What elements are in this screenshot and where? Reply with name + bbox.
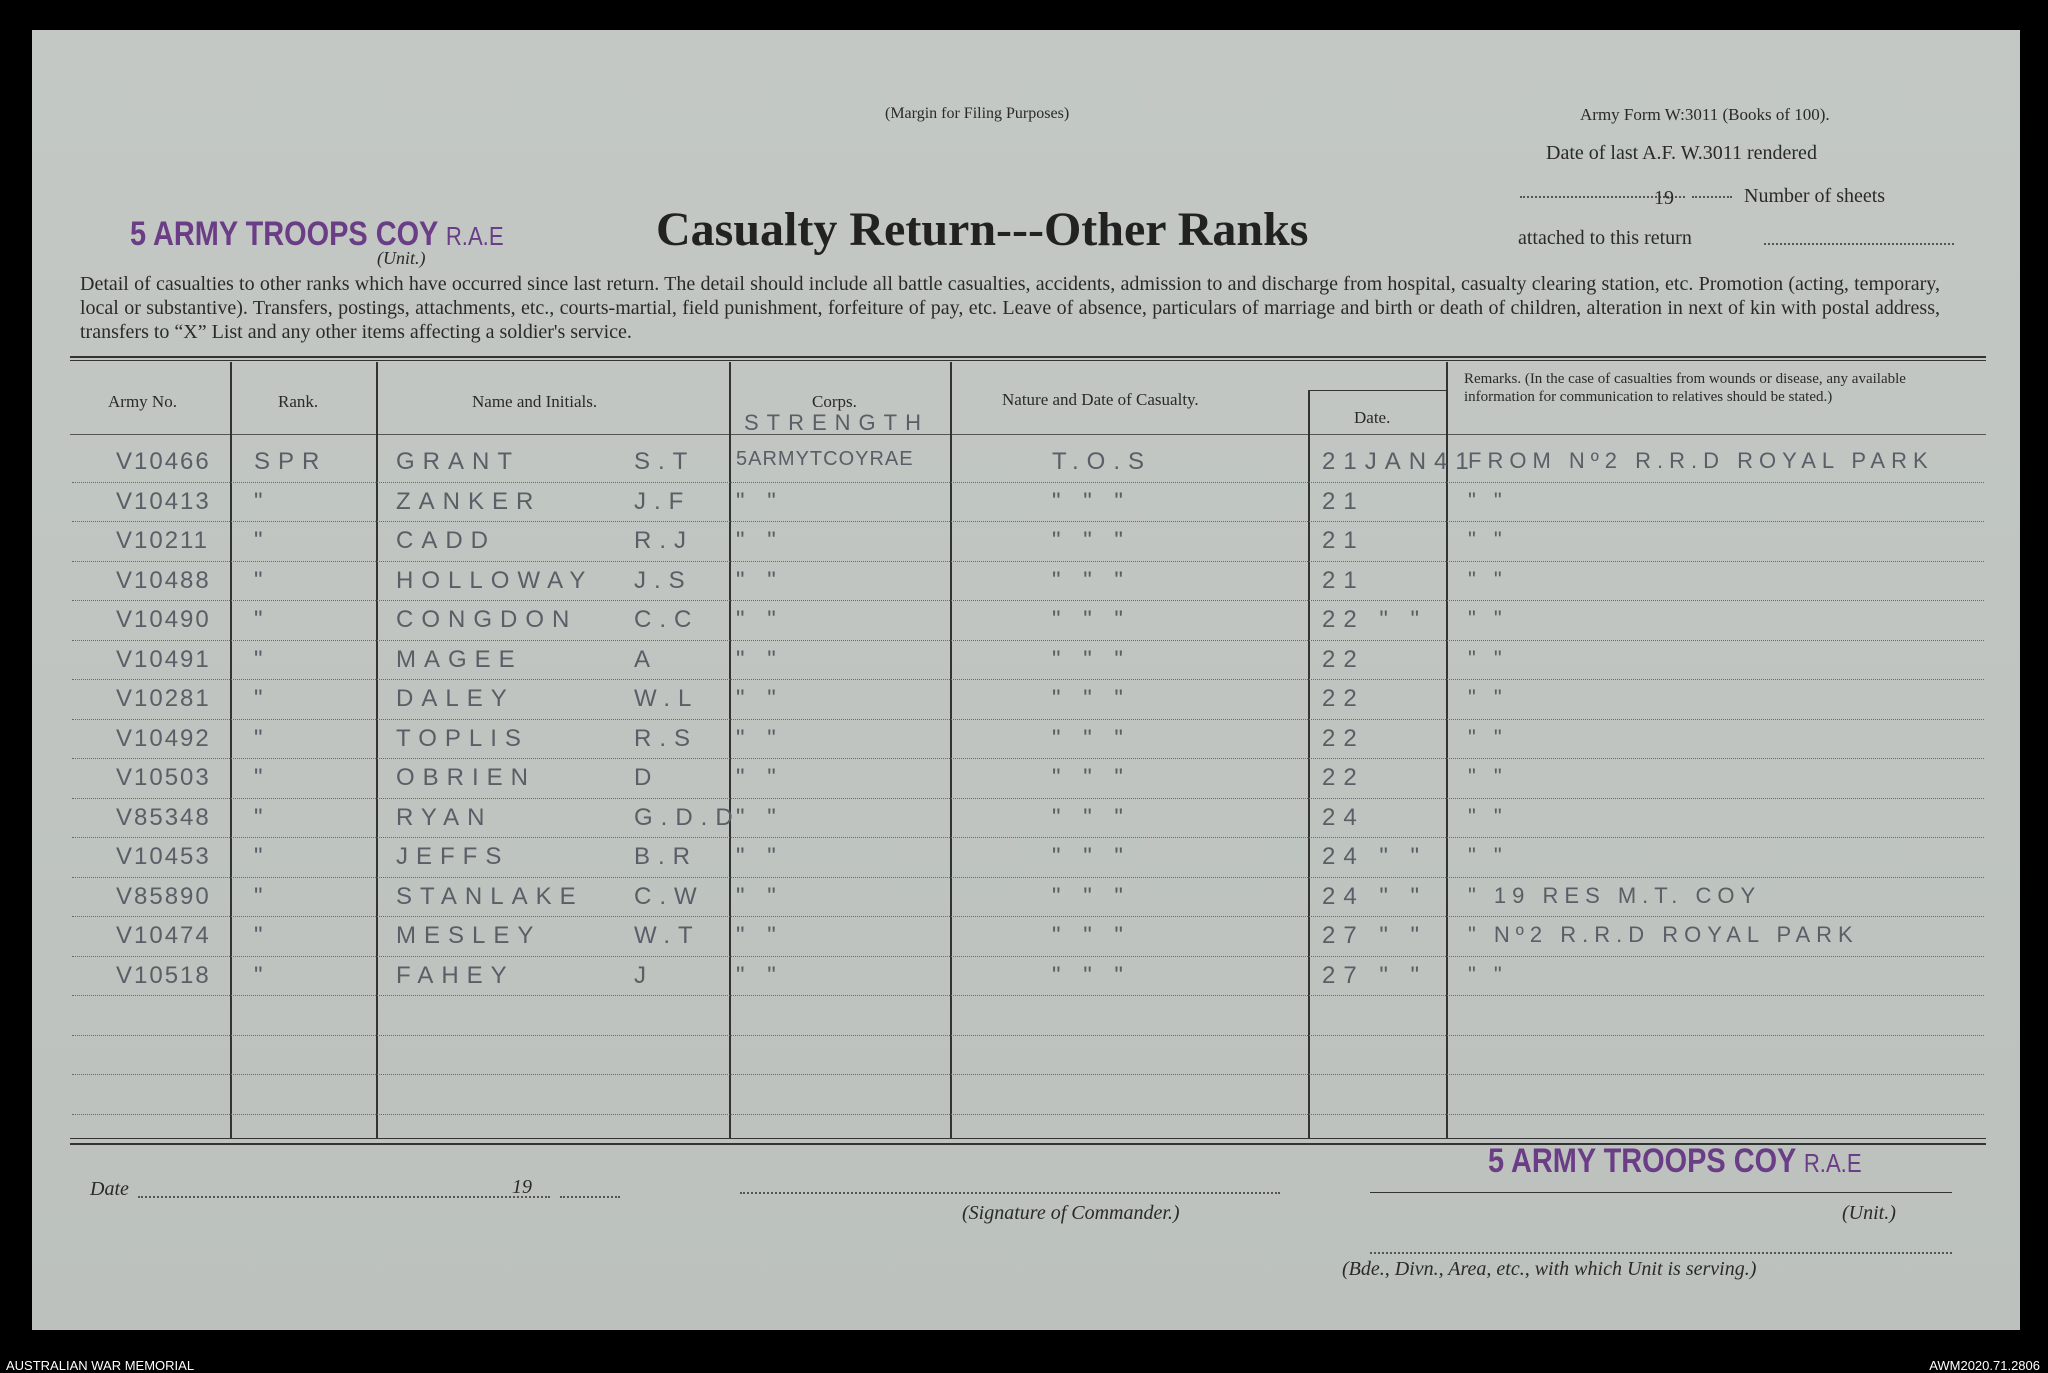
date-last-label: Date of last A.F. W.3011 rendered [1546,142,1817,164]
cell-nature: " " " [1052,645,1131,673]
row-rule [72,1074,1984,1075]
row-rule [72,482,1984,483]
cell-date: 24 [1322,803,1365,831]
cell-remarks: " " [1468,527,1508,552]
cell-rank: " [254,882,271,910]
cell-army-no: V10281 [116,685,211,712]
cell-date: 24 " " [1322,882,1428,910]
cell-date: 21 [1322,566,1365,594]
row-rule [72,995,1984,996]
cell-army-no: V10453 [116,843,211,870]
cell-name: GRANT [396,448,520,475]
cell-name: MAGEE [396,645,523,673]
cell-nature: " " " [1052,764,1131,791]
cell-init: J [634,961,654,989]
signature-label: (Signature of Commander.) [962,1202,1180,1224]
cell-date: 21 [1322,527,1365,554]
col-date: Date. [1354,408,1391,427]
cell-name: MESLEY [396,922,542,949]
row-rule [72,561,1984,562]
cell-init: S.T [634,448,696,475]
detail-paragraph: Detail of casualties to other ranks which have occurred since last return. The detail should include all battle casualties, accidents, admission to and discharge from hospital, casualty clearing station, etc. Promotion (acting, temporary, local or substantive). Transfers, postings, attachments, etc., courts-martial, field punishment, forfeiture of pay, etc. Leave of absence, particulars of marriage and birth or death of children, alteration in next of kin with postal address, transfers to “X” List and any other items affecting a soldier's service. [80,273,1940,343]
cell-remarks: " 19 RES M.T. COY [1468,882,1762,908]
cell-remarks: " " [1468,685,1508,710]
cell-army-no: V10211 [116,527,209,554]
cell-date: 21 [1322,487,1365,515]
army-form-label: Army Form W:3011 (Books of 100). [1580,105,1830,124]
cell-init: J.F [634,487,692,515]
number-sheets-label: Number of sheets [1744,185,1886,207]
cell-remarks: " " [1468,764,1508,789]
cell-remarks: " " [1468,724,1508,750]
row-rule [72,758,1984,759]
cell-army-no: V10491 [116,645,211,673]
row-rule [72,877,1984,878]
page-title: Casualty Return---Other Ranks [656,203,1309,256]
cell-corps: 5ARMYTCOYRAE [736,448,914,470]
cell-army-no: V10413 [116,487,211,515]
cell-name: CADD [396,527,497,554]
cell-corps: " " [736,764,784,791]
row-rule [72,521,1984,522]
footer-unit-stamp: 5 ARMY TROOPS COY R.A.E [1488,1142,1862,1180]
caption-right: AWM2020.71.2806 [1929,1358,2040,1373]
footer-unit-label: (Unit.) [1842,1202,1896,1224]
cell-nature: " " " [1052,487,1131,515]
cell-name: DALEY [396,685,515,712]
col-rank: Rank. [278,392,319,411]
cell-init: A [634,645,659,673]
cell-date: 27 " " [1322,922,1428,949]
margin-note: (Margin for Filing Purposes) [885,105,1070,122]
cell-corps: " " [736,882,784,910]
row-rule [72,640,1984,641]
cell-army-no: V10503 [116,764,211,791]
cell-rank: " [254,803,271,831]
cell-rank: " [254,566,271,594]
cell-init: R.J [634,527,694,554]
col-name: Name and Initials. [472,392,598,411]
cell-date: 22 [1322,724,1365,752]
corps-handwritten: STRENGTH [744,410,929,435]
cell-remarks: " " [1468,487,1508,513]
cell-nature: T.O.S [1052,448,1153,475]
cell-army-no: V10466 [116,448,211,475]
cell-nature: " " " [1052,527,1131,554]
col-army-no: Army No. [108,392,177,411]
cell-date: 21JAN41 [1322,448,1477,475]
row-rule [72,1035,1984,1036]
cell-name: JEFFS [396,843,510,870]
col-nature: Nature and Date of Casualty. [1002,390,1199,409]
cell-date: 22 " " [1322,606,1428,633]
cell-rank: " [254,922,271,949]
cell-date: 24 " " [1322,843,1428,870]
unit-stamp: 5 ARMY TROOPS COY R.A.E [130,215,504,253]
attached-label: attached to this return [1518,227,1692,249]
col-remarks: Remarks. (In the case of casualties from wounds or disease, any available information for communication to relatives should be stated.) [1464,371,1906,405]
cell-rank: " [254,685,271,712]
cell-corps: " " [736,961,784,989]
cell-rank: SPR [254,448,328,475]
cell-corps: " " [736,803,784,831]
cell-rank: " [254,724,271,752]
cell-init: W.T [634,922,701,949]
cell-name: TOPLIS [396,724,529,752]
cell-remarks: " " [1468,566,1508,592]
cell-nature: " " " [1052,882,1131,910]
cell-corps: " " [736,843,784,870]
cell-corps: " " [736,922,784,949]
cell-remarks: " " [1468,803,1508,829]
cell-init: B.R [634,843,699,870]
cell-init: R.S [634,724,699,752]
cell-corps: " " [736,487,784,515]
cell-corps: " " [736,606,784,633]
cell-name: OBRIEN [396,764,537,791]
cell-army-no: V10488 [116,566,211,594]
cell-date: 22 [1322,685,1365,712]
cell-name: HOLLOWAY [396,566,594,594]
bde-label: (Bde., Divn., Area, etc., with which Unit is serving.) [1342,1258,1757,1280]
cell-nature: " " " [1052,922,1131,949]
cell-rank: " [254,487,271,515]
cell-init: W.L [634,685,700,712]
cell-army-no: V85890 [116,882,211,910]
cell-army-no: V10474 [116,922,211,949]
cell-rank: " [254,606,271,633]
cell-army-no: V10492 [116,724,211,752]
cell-nature: " " " [1052,803,1131,831]
cell-name: FAHEY [396,961,515,989]
cell-date: 22 [1322,764,1365,791]
cell-nature: " " " [1052,606,1131,633]
cell-init: G.D.D [634,803,741,831]
row-rule [72,916,1984,917]
row-rule [72,600,1984,601]
row-rule [72,679,1984,680]
cell-init: J.S [634,566,693,594]
cell-rank: " [254,527,271,554]
row-rule [72,956,1984,957]
cell-name: ZANKER [396,487,542,515]
form-sheet [32,30,2020,1330]
cell-nature: " " " [1052,724,1131,752]
cell-rank: " [254,961,271,989]
caption-left: AUSTRALIAN WAR MEMORIAL [6,1358,195,1373]
unit-label: (Unit.) [377,248,426,268]
cell-rank: " [254,645,271,673]
cell-corps: " " [736,527,784,554]
row-rule [72,719,1984,720]
cell-corps: " " [736,645,784,673]
cell-army-no: V10518 [116,961,211,989]
row-rule [72,837,1984,838]
cell-date: 27 " " [1322,961,1428,989]
cell-corps: " " [736,685,784,712]
cell-nature: " " " [1052,843,1131,870]
cell-nature: " " " [1052,961,1131,989]
cell-init: C.C [634,606,700,633]
cell-corps: " " [736,566,784,594]
cell-remarks: " Nº2 R.R.D ROYAL PARK [1468,922,1859,947]
cell-nature: " " " [1052,685,1131,712]
year-label: 19 [1654,187,1674,209]
cell-remarks: FROM Nº2 R.R.D ROYAL PARK [1468,448,1934,473]
cell-init: C.W [634,882,705,910]
cell-init: D [634,764,660,791]
cell-name: RYAN [396,803,493,831]
cell-date: 22 [1322,645,1365,673]
cell-rank: " [254,764,271,791]
cell-remarks: " " [1468,645,1508,671]
cell-nature: " " " [1052,566,1131,594]
cell-remarks: " " [1468,961,1508,987]
cell-name: STANLAKE [396,882,584,910]
col-corps: Corps. [812,392,857,411]
cell-remarks: " " [1468,843,1508,868]
cell-corps: " " [736,724,784,752]
cell-remarks: " " [1468,606,1508,631]
row-rule [72,1114,1984,1115]
cell-name: CONGDON [396,606,578,633]
cell-rank: " [254,843,271,870]
row-rule [72,798,1984,799]
cell-army-no: V10490 [116,606,211,633]
cell-army-no: V85348 [116,803,211,831]
footer-date-label: Date [90,1178,129,1200]
footer-year: 19 [512,1176,532,1198]
